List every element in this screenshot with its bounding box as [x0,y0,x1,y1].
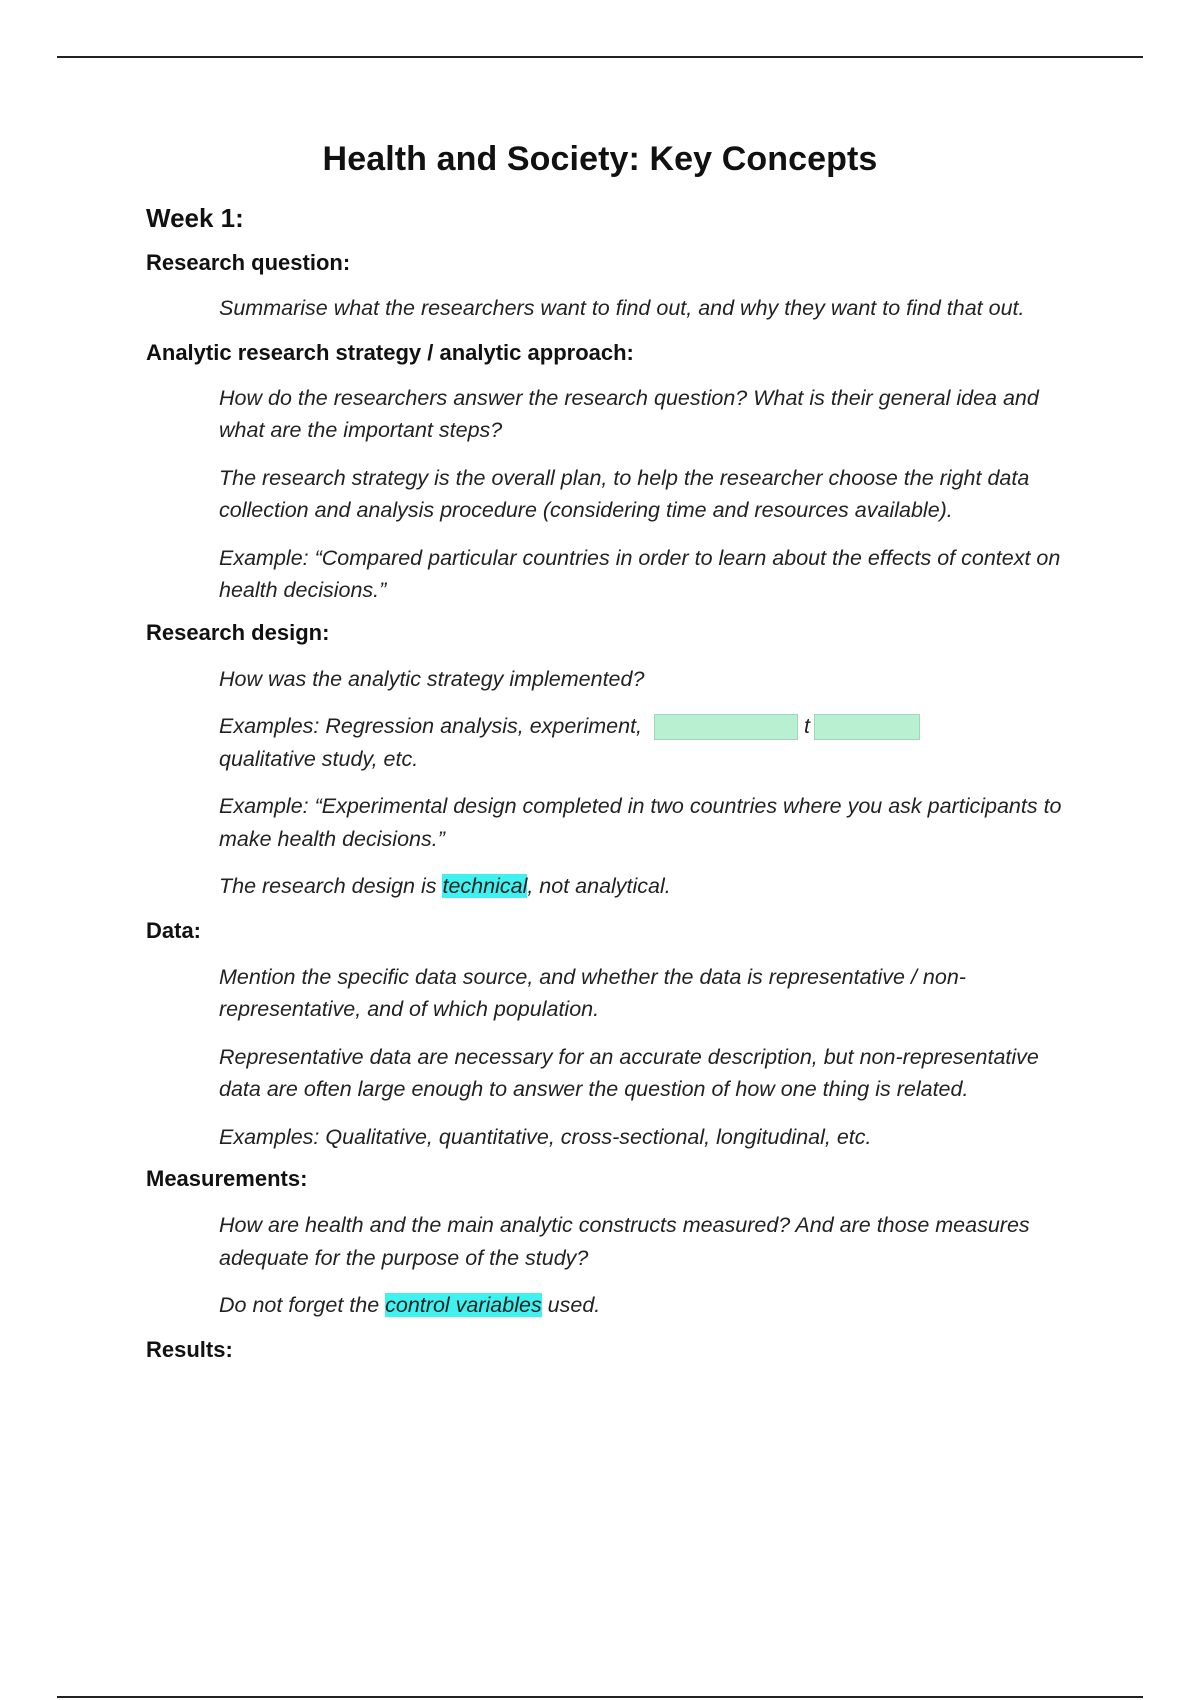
research-design-note-end: , not analytical. [527,874,671,898]
research-design-examples-fragment: t [803,714,810,738]
data-text-2: Representative data are necessary for an accurate description, but non-representative data are often large enough to answer the question of how one thing is related. [219,1044,1039,1101]
research-design-note-start: The research design is [219,874,443,898]
analytic-strategy-text-1: How do the researchers answer the research question? What is their general idea and what are the important steps? [219,385,1039,442]
research-design-examples-start: Examples: Regression analysis, experiment, [219,714,648,738]
section-results [146,1335,1066,1365]
document-page [146,140,1066,1365]
page-title: Health and Society: Key Concepts [322,140,878,178]
research-design-text-4 [219,870,1069,903]
analytic-strategy-text-2: The research strategy is the overall plan, to help the researcher choose the right data collection and analysis procedure (considering time and resources available). [219,465,1030,522]
redacted-box [814,714,920,740]
analytic-strategy-heading: Analytic research strategy / analytic approach: [146,339,634,365]
research-question-text: Summarise what the researchers want to find out, and why they want to find that out. [219,296,1025,320]
section-research-question [146,248,1066,325]
section-measurements [146,1164,1066,1322]
measurements-text-2 [219,1289,1069,1322]
measurements-note-start: Do not forget the [219,1293,386,1317]
bottom-rule [57,1696,1143,1698]
research-design-heading: Research design: [146,619,330,645]
week-heading: Week 1: [146,203,244,233]
section-research-design [146,618,1066,903]
measurements-note-end: used. [541,1293,601,1317]
highlighted-term-control-variables: control variables [385,1293,542,1317]
data-text-1: Mention the specific data source, and whether the data is representative / non-representative, and of which population. [219,964,966,1021]
analytic-strategy-text-3: Example: “Compared particular countries in order to learn about the effects of context on health decisions.” [219,545,1061,602]
data-heading: Data: [146,917,202,943]
research-question-heading: Research question: [146,250,351,275]
measurements-text-1: How are health and the main analytic constructs measured? And are those measures adequate for the purpose of the study? [219,1213,1030,1270]
research-design-text-1: How was the analytic strategy implemented? [219,666,645,691]
results-heading: Results: [146,1336,233,1362]
section-analytic-strategy [146,338,1066,607]
data-text-3: Examples: Qualitative, quantitative, cross-sectional, longitudinal, etc. [219,1124,872,1149]
redacted-box [654,714,798,740]
research-design-examples-end: qualitative study, etc. [219,746,419,771]
research-design-text-2 [219,710,1069,775]
research-design-text-3: Example: “Experimental design completed in two countries where you ask participants to make health decisions.” [219,794,1062,851]
measurements-heading: Measurements: [146,1166,308,1191]
highlighted-term-technical: technical [442,874,528,898]
top-rule [57,56,1143,58]
section-data [146,916,1066,1154]
